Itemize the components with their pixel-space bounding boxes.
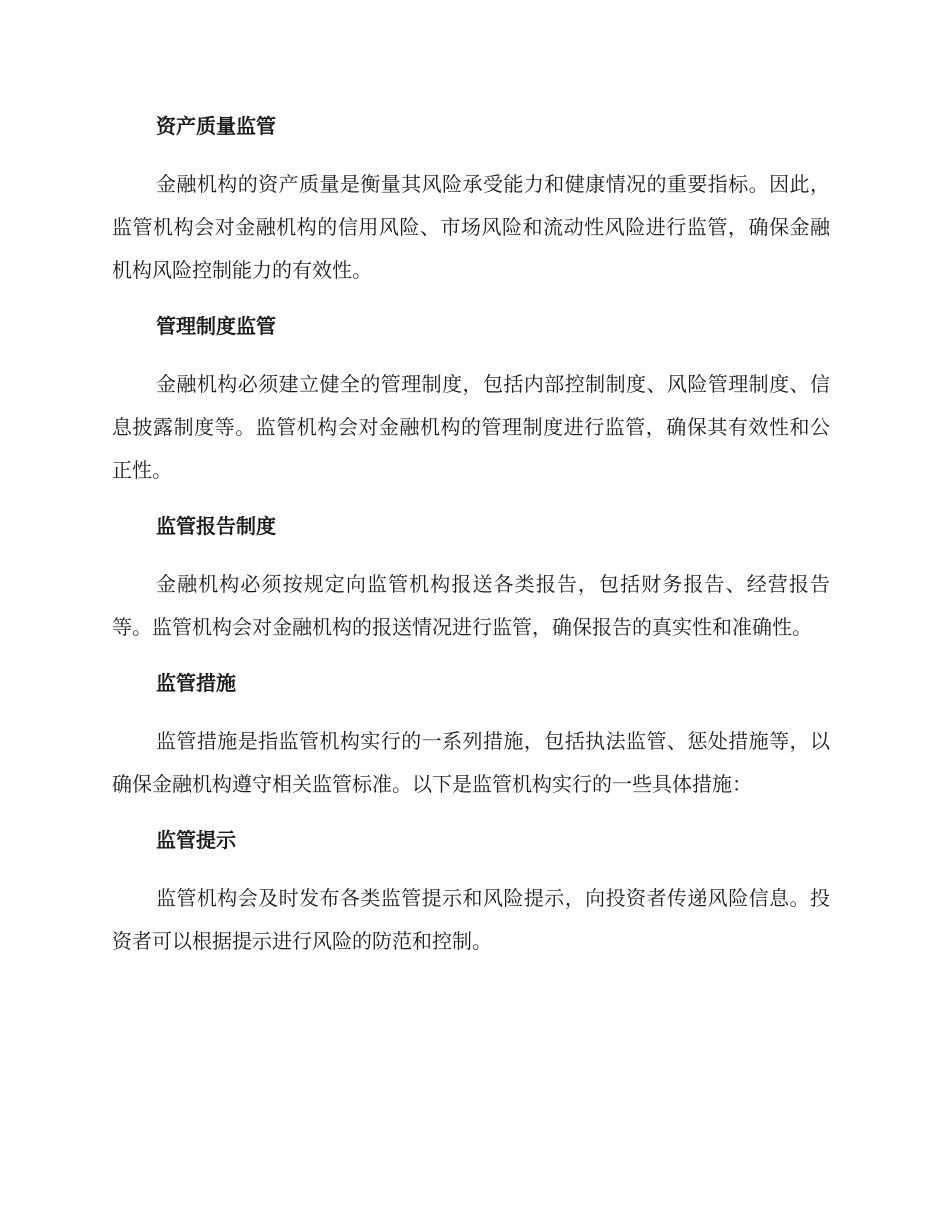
section-body-reporting-system: 金融机构必须按规定向监管机构报送各类报告，包括财务报告、经营报告等。监管机构会对金融机构的报送情况进行监管，确保报告的真实性和准确性。 [112, 572, 830, 639]
section-body-management-system: 金融机构必须建立健全的管理制度，包括内部控制制度、风险管理制度、信息披露制度等。监管机构会对金融机构的管理制度进行监管，确保其有效性和公正性。 [112, 372, 830, 482]
section-body-asset-quality: 金融机构的资产质量是衡量其风险承受能力和健康情况的重要指标。因此，监管机构会对金融机构的信用风险、市场风险和流动性风险进行监管，确保金融机构风险控制能力的有效性。 [112, 172, 830, 282]
section-heading-reporting-system: 监管报告制度 [156, 514, 276, 538]
section-heading-asset-quality: 资产质量监管 [156, 114, 276, 138]
section-body-regulatory-alerts: 监管机构会及时发布各类监管提示和风险提示，向投资者传递风险信息。投资者可以根据提示进行风险的防范和控制。 [112, 886, 830, 953]
document-page [112, 112, 830, 983]
section-body-regulatory-measures: 监管措施是指监管机构实行的一系列措施，包括执法监管、惩处措施等，以确保金融机构遵守相关监管标准。以下是监管机构实行的一些具体措施： [112, 729, 830, 796]
section-heading-regulatory-alerts: 监管提示 [156, 828, 236, 852]
section-heading-regulatory-measures: 监管措施 [156, 671, 236, 695]
section-heading-management-system: 管理制度监管 [156, 314, 276, 338]
